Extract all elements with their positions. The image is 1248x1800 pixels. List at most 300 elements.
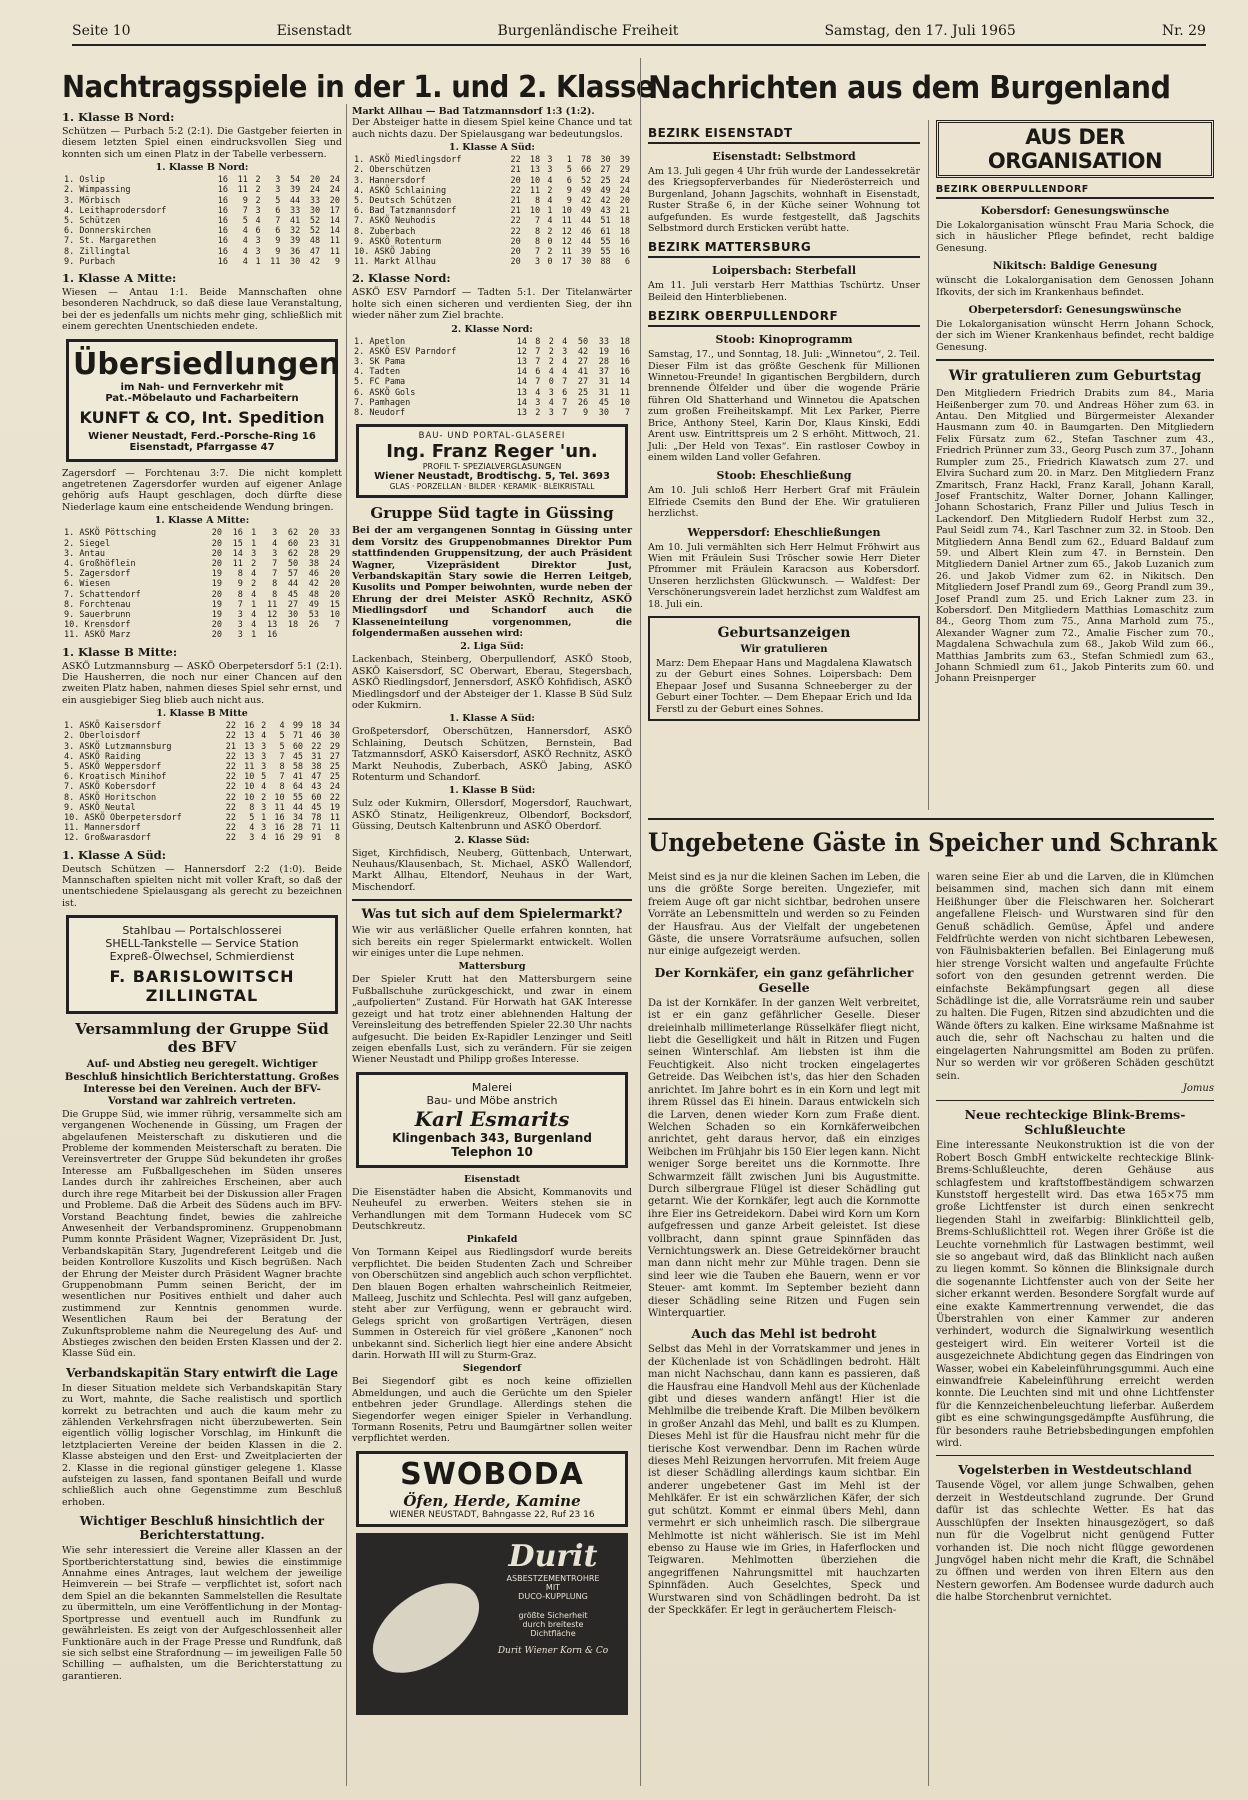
table-row — [352, 337, 632, 347]
stat-cell: 29 — [329, 741, 340, 752]
stat-cell: 24 — [329, 782, 340, 793]
team-cell: 1. ASKÖ Pöttsching — [64, 528, 157, 539]
page-header — [72, 18, 1206, 46]
news-column-right — [936, 120, 1214, 800]
stat-cell: 22 — [225, 731, 236, 742]
s2-head: Stoob: Eheschließung — [716, 469, 852, 483]
stat-cell: 20 — [211, 528, 222, 539]
stat-cell: 20 — [329, 195, 340, 206]
ad-esm-l4: Telephon 10 — [451, 1144, 533, 1159]
team-cell: 10. ASKÖ Oberpetersdorf — [64, 812, 182, 823]
a-mitte-text: Wiesen — Antau 1:1. Beide Mannschaften ohne besonderen Nachdruck, so daß diese laue Veranstaltung, bei der es jedenfalls um nichts mehr ging, schließlich mit einem gerechten Unentschieden endete. — [62, 287, 342, 333]
stat-cell: 51 — [600, 216, 611, 227]
table-row — [62, 721, 342, 731]
stat-cell: 24 — [329, 558, 340, 569]
stat-cell: 11 — [274, 802, 285, 813]
stat-cell: 29 — [292, 833, 304, 844]
team-cell: 6. Donnerskirchen — [64, 226, 151, 237]
stat-cell: 24 — [329, 185, 340, 196]
stat-cell: 8 — [237, 589, 243, 600]
stat-cell: 45 — [292, 751, 304, 762]
stat-cell: 32 — [290, 226, 301, 237]
news-column-left — [648, 120, 920, 800]
ad-durit-l2: MIT — [545, 1582, 561, 1592]
stat-cell: 6 — [566, 175, 572, 186]
stat-cell: 12 — [561, 236, 572, 247]
stat-cell: 43 — [600, 206, 611, 217]
stat-cell: 44 — [287, 579, 299, 590]
korn-title: Der Kornkäfer, ein ganz gefährlicher Geselle — [654, 964, 914, 995]
stat-cell: 14 — [516, 367, 528, 378]
stat-cell: 2 — [548, 357, 554, 368]
stat-cell: 30 — [290, 256, 301, 267]
stat-cell: 16 — [619, 346, 630, 357]
stat-cell: 55 — [600, 247, 611, 258]
table-row — [62, 762, 342, 772]
stat-cell: 14 — [516, 336, 528, 347]
a-sued-table-title: 1. Klasse A Süd: — [449, 142, 535, 154]
ad-kunft-title: Übersiedlungen — [73, 346, 341, 382]
ad-esm-l3: Klingenbach 343, Burgenland — [392, 1130, 592, 1145]
stat-cell: 3 — [249, 833, 255, 844]
ad-kunft-line2: Pat.-Möbelauto und Facharbeitern — [105, 392, 299, 404]
stat-cell: 27 — [577, 377, 589, 388]
stat-cell: 4 — [251, 569, 257, 580]
o1-text: Die Lokalorganisation wünscht Frau Maria Schock, die sich in häuslicher Pflege befindet, recht baldige Genesung. — [936, 220, 1214, 254]
stat-cell: 16 — [619, 367, 630, 378]
stat-cell: 4 — [562, 367, 568, 378]
ad-durit — [356, 1533, 628, 1715]
stat-cell: 49 — [308, 599, 320, 610]
stat-cell: 44 — [290, 195, 301, 206]
stat-cell: 2 — [547, 226, 553, 237]
team-cell: 7. St. Margarethen — [64, 236, 157, 247]
stat-cell: 4 — [548, 367, 554, 378]
table-row — [352, 206, 632, 216]
bezirk-mattersburg: BEZIRK MATTERSBURG — [648, 240, 920, 258]
ad-swoboda — [356, 1451, 628, 1527]
stat-cell: 8 — [535, 236, 541, 247]
stat-cell: 3 — [272, 528, 278, 539]
stat-cell: 4 — [279, 721, 285, 732]
stat-cell: 30 — [309, 205, 321, 216]
ad-kunft-firm: KUNFT & CO, Int. Spedition — [79, 407, 325, 427]
stat-cell: 36 — [290, 246, 301, 257]
team-cell: 4. Großhöflein — [64, 558, 136, 569]
stat-cell: 16 — [217, 256, 229, 267]
stat-cell: 21 — [510, 165, 521, 176]
table-row — [62, 793, 342, 803]
stat-cell: 7 — [562, 408, 568, 419]
stat-cell: 20 — [211, 630, 222, 641]
mehl-text: Selbst das Mehl in der Vorratskammer und jenes in der Küchenlade ist von Schädlingen bedroht. Hält man nicht Nachschau, dann kann es passieren, daß die Hausfrau eine Handvoll Mehl aus der Küchenlade gibt und dieses wandern anfängt! Hier ist die Mehlmilbe die treibende Kraft. Die Milben bevölkern in großer Anzahl das Mehl, und ballt es zu Klumpen. Dieses Mehl ist für die Hausfrau nicht mehr für die tierische Kost verwendbar. Denn im Rachen würde dieses Mehl Reizungen hervorrufen. Mit freiem Auge ist dieser Schädling allerdings kaum sichtbar. Ein anderer ungebetener Gast im Mehl ist der Mehlkäfer. Er ist ein schwärzlichen Käfer, der sich gut schützt. Kommt er einmal übers Mehl, dann vermehrt er sich unheimlich rasch. Die silbergraue Mehlmotte ist nicht wählerisch. Sie ist im Mehl ebenso zu Hause wie im Gries, in Haferflocken und Teigwaren. Mehlmotten überziehen die angegriffenen Nahrungsmittel mit hauchzarten Spinnfäden. Auch Geselchtes, Speck und Wurstwaren sind von Schädlingen bedroht. Da ist der Speckkäfer. Er legt in geräuchertem Fleisch- — [648, 1344, 920, 1616]
stat-cell: 25 — [600, 175, 611, 186]
stat-cell: 0 — [548, 377, 554, 388]
stat-cell: 12 — [266, 609, 278, 620]
stat-cell: 13 — [516, 357, 528, 368]
table-row — [62, 185, 342, 195]
table-row — [62, 590, 342, 600]
stat-cell: 46 — [308, 569, 320, 580]
table-row — [62, 257, 342, 267]
stat-cell: 1 — [251, 599, 257, 610]
stat-cell: 7 — [535, 216, 541, 227]
table-row — [352, 388, 632, 398]
ad-kunft — [66, 339, 341, 462]
eis-text: Die Eisenstädter haben die Absicht, Kommanovits und Neuheufel zu erwerben. Weiters stehen sie in Verhandlungen mit dem Tormann Hudecek vom SC Deutschkreutz. — [352, 1186, 632, 1232]
stat-cell: 46 — [581, 226, 592, 237]
stat-cell: 5 — [279, 731, 285, 742]
stat-cell: 16 — [619, 247, 630, 258]
ad-durit-l1: ASBESTZEMENTROHRE — [506, 1573, 600, 1583]
article-column-right — [936, 872, 1214, 1790]
column-rule — [640, 58, 641, 1786]
stat-cell: 27 — [600, 165, 611, 176]
ad-bar-place: ZILLINGTAL — [145, 986, 259, 1006]
e1-head: Eisenstadt: Selbstmord — [712, 150, 856, 163]
team-cell: 9. Purbach — [64, 256, 116, 267]
team-cell: 1. Apetlon — [354, 336, 406, 347]
table-row — [62, 813, 342, 823]
a-sued-table — [352, 155, 632, 267]
m1-head: Loipersbach: Sterbefall — [711, 264, 857, 278]
gebtag-text: Den Mitgliedern Friedrich Drabits zum 84., Maria Heißenberger zum 70. und Andreas Höher zum 63. in Antau. Den Mitglied und Bürgermeister Alexander Hausmann zum 40. in Baumgarten. Den Mitgliedern Felix Fürsatz zum 62., Stefan Taschner zum 43., Friedrich Prünner zum 33., Georg Pusch zum 37., Johann Rumpler zum 25., Friedrich Klawatsch zum 27. und Elvira Suchard zum 20. in Marz. Den Mitgliedern Franz Zmaritsch, Franz Hackl, Franz Karall, Johann Karall, Josef Frantschitz, Walter Dorner, Johann Kallinger, Johann Schostarich, Franz Piller und Julius Tesch in Lackendorf. Den Mitgliedern Rudolf Herbst zum 32., Paul Seidl zum 74., Karl Taschner zum 32. in Stoob. Den Mitgliedern Anna Bendl zum 62., Eduard Baldauf zum 59. und Albert Klein zum 47. in Bernstein. Den Mitgliedern Daniel Artner zum 65., Jakob Luzanich zum 26. und Jakob Vidmer zum 62. in Nikitsch. Den Mitgliedern Josef Prandl zum 69., Georg Prandl zum 39., Josef Prandl zum 25. und Erich Lakner zum 23. in Kobersdorf. Den Mitgliedern Matthias Lomaschitz zum 84., Georg Thom zum 75., Anna Marhold zum 75., Alexander Wagner zum 72., Amalie Fischer zum 70., Magdalena Schwachula zum 68., Jakob Wild zum 66., Matthias Jambrits zum 63., Stefan Schmiedl zum 63., Johann Schmiedl zum 61., Jakob Pinterits zum 60. und Johann Preisnperger — [936, 388, 1214, 685]
o1-head: Kobersdorf: Genesungswünsche — [980, 205, 1170, 217]
stat-cell: 33 — [598, 336, 610, 347]
kbs-text: Sulz oder Kukmirn, Ollersdorf, Mogersdorf, Rauchwart, ASKÖ Stinatz, Heiligenkreuz, Olbendorf, Bocksdorf, Güssing, Deutsch Kaltenbrunn und ASKÖ Oberdorf. — [352, 798, 632, 833]
team-cell: 9. ASKÖ Neutal — [64, 802, 136, 813]
stat-cell: 1 — [547, 206, 553, 217]
stat-cell: 0 — [547, 236, 553, 247]
stat-cell: 20 — [211, 558, 222, 569]
stat-cell: 6 — [275, 205, 281, 216]
markt-text: Wie wir aus verläßlicher Quelle erfahren konnten, hat sich bereits ein reger Spielermarkt entwickelt. Wollen wir einiges unter die Lupe nehmen. — [352, 925, 632, 960]
table-row — [62, 772, 342, 782]
stat-cell: 26 — [577, 397, 589, 408]
divider — [648, 818, 1214, 820]
team-cell: 8. Neudorf — [354, 408, 406, 419]
stat-cell: 38 — [308, 558, 320, 569]
stat-cell: 30 — [598, 408, 610, 419]
stat-cell: 4 — [251, 609, 257, 620]
stat-cell: 27 — [287, 599, 299, 610]
stat-cell: 5 — [279, 741, 285, 752]
ad-swoboda-firm: SWOBODA — [400, 1456, 584, 1492]
a-sued-text: Deutsch Schützen — Hannersdorf 2:2 (1:0). Beide Mannschaften spielten nicht mit voller Kraft, so daß der unentschiedene Spielausgang als gerecht zu bezeichnen ist. — [62, 863, 342, 909]
stat-cell: 0 — [547, 257, 553, 268]
o2-text: wünscht die Lokalorganisation dem Genossen Johann Ifkovits, der sich im Krankenhaus befindet. — [936, 275, 1214, 298]
stat-cell: 31 — [598, 387, 610, 398]
team-cell: 6. ASKÖ Gols — [354, 387, 416, 398]
stat-cell: 1 — [261, 812, 267, 823]
stat-cell: 2 — [251, 579, 257, 590]
stat-cell: 22 — [225, 772, 236, 783]
stat-cell: 11 — [561, 216, 572, 227]
stat-cell: 21 — [225, 741, 236, 752]
page-number: Seite 10 — [72, 23, 131, 39]
stat-cell: 62 — [287, 548, 299, 559]
stat-cell: 2 — [255, 185, 261, 196]
stat-cell: 42 — [308, 579, 320, 590]
stat-cell: 16 — [232, 528, 243, 539]
stat-cell: 42 — [581, 196, 592, 207]
stat-cell: 48 — [308, 589, 320, 600]
stat-cell: 4 — [251, 620, 257, 631]
kas-text: Großpetersdorf, Oberschützen, Hannersdorf, ASKÖ Schlaining, Deutsch Schützen, Bernstein, Bad Tatzmannsdorf, ASKÖ Kaisersdorf, ASKÖ Rechnitz, ASKÖ Markt Neuhodis, Zuberbach, ASKÖ Jabing, ASKÖ Rotenturm und Schandorf. — [352, 726, 632, 784]
table-row — [62, 610, 342, 620]
table-row — [352, 155, 632, 165]
stat-cell: 58 — [292, 761, 304, 772]
team-cell: 10. Krensdorf — [64, 620, 131, 631]
team-cell: 2. ASKÖ ESV Parndorf — [354, 346, 457, 357]
stat-cell: 2 — [251, 558, 257, 569]
stat-cell: 11 — [329, 246, 340, 257]
stat-cell: 34 — [329, 721, 340, 732]
table-row — [62, 247, 342, 257]
b-nord-head: 1. Klasse B Nord: — [62, 110, 175, 124]
stat-cell: 7 — [535, 346, 541, 357]
team-cell: 3. Hannersdorf — [354, 175, 426, 186]
stat-cell: 16 — [217, 175, 229, 186]
team-cell: 7. Schattendorf — [64, 589, 141, 600]
ad-durit-firm: Durit — [508, 1538, 598, 1574]
stat-cell: 17 — [329, 205, 340, 216]
stat-cell: 20 — [329, 579, 340, 590]
stat-cell: 19 — [211, 569, 222, 580]
stat-cell: 24 — [619, 185, 630, 196]
table-row — [352, 357, 632, 367]
stat-cell: 47 — [309, 246, 321, 257]
vogel-title: Vogelsterben in Westdeutschland — [958, 1462, 1192, 1478]
stat-cell: 4 — [547, 196, 553, 207]
stat-cell: 20 — [329, 589, 340, 600]
stat-cell: 11 — [232, 558, 243, 569]
table-row — [62, 175, 342, 185]
column-rule — [928, 872, 929, 1786]
table-row — [352, 176, 632, 186]
stat-cell: 7 — [535, 377, 541, 388]
blink-title: Neue rechteckige Blink-Brems-Schlußleuchte — [964, 1107, 1186, 1138]
m1-text: Am 11. Juli verstarb Herr Matthias Tschürtz. Unser Beileid den Hinterbliebenen. — [648, 280, 920, 303]
team-cell: 1. ASKÖ Miedlingsdorf — [354, 155, 462, 166]
divider — [936, 359, 1214, 361]
team-cell: 2. Oberschützen — [354, 165, 431, 176]
stat-cell: 20 — [308, 528, 320, 539]
stat-cell: 4 — [272, 538, 278, 549]
stat-cell: 5 — [261, 772, 267, 783]
geb-text: Marz: Dem Ehepaar Hans und Magdalena Klawatsch zu der Geburt eines Sohnes. Loipersbach: Dem Ehepaar Josef und Susanna Schneeberger zu der Geburt einer Tochter. — Dem Ehepaar Erich und Ida Ferstl zu der Geburt eines Sohnes. — [656, 657, 912, 715]
stat-cell: 3 — [548, 408, 554, 419]
team-cell: 8. ASKÖ Horitschon — [64, 792, 157, 803]
stat-cell: 30 — [581, 257, 592, 268]
table-row — [62, 528, 342, 538]
table-row — [62, 216, 342, 226]
pink-text: Von Tormann Keipel aus Riedlingsdorf wurde bereits verpflichtet. Die beiden Studenten Zach und Schreiber von Oberschützen sind angeblich auch schon verpflichtet. Den blauen Bogen erhalten wahrscheinlich Reitmeier, Malleeg, Juschitz und Schlechta. Pesl will ganz aufgeben, steht aber zur Verfügung, wenn er gebraucht wird. Gelegs spricht von großartigen Verträgen, diesen Summen in Ostereich für viel größere „Kanonen“ noch unbekannt sind. Sicherlich liegt hier eine andere Absicht darin. Horwath III will zu Sturm-Graz. — [352, 1247, 632, 1362]
bfv-lead: Auf- und Abstieg neu geregelt. Wichtiger Beschluß hinsichtlich Berichterstattung. Großes Interesse bei den Vereinen. Auch der BFV-Vorstand war zahlreich vertreten. — [64, 1059, 340, 1108]
ad-esm-l1: Malerei — [471, 1080, 513, 1094]
stat-cell: 28 — [292, 823, 304, 834]
stat-cell: 91 — [311, 833, 322, 844]
team-cell: 10. ASKÖ Jabing — [354, 247, 431, 258]
stat-cell: 44 — [581, 236, 592, 247]
stat-cell: 20 — [510, 236, 521, 247]
table-row — [62, 630, 342, 640]
zagersdorf-text: Zagersdorf — Forchtenau 3:7. Die nicht komplett angetretenen Zagersdorfer wurden auf eigener Anlage gehörig aufs Haupt geschlagen, doch dürfte diese Niederlage kaum eine entscheidende Wendung bringen. — [62, 467, 342, 513]
e1-text: Am 13. Juli gegen 4 Uhr früh wurde der Landessekretär des Kriegsopferverbandes für Niederösterreich und Burgenland, Johann Jagschits, wohnhaft in Eisenstadt, Ruster Straße 6, in der Küche seiner Wohnung tot aufgefunden. Es wurde festgestellt, daß Jagschits Selbstmord durch Ersticken verübt hatte. — [648, 166, 920, 235]
stat-cell: 4 — [535, 387, 541, 398]
stat-cell: 57 — [287, 569, 299, 580]
team-cell: 4. ASKÖ Schlaining — [354, 185, 447, 196]
stat-cell: 22 — [510, 155, 521, 166]
stat-cell: 4 — [249, 823, 255, 834]
ad-bar-line3: Expreß-Ölwechsel, Schmierdienst — [109, 950, 295, 964]
stat-cell: 24 — [619, 175, 630, 186]
stat-cell: 22 — [225, 761, 236, 772]
big-intro: Meist sind es ja nur die kleinen Sachen im Leben, die uns die größte Sorge bereiten. Ungeziefer, mit freiem Auge oft gar nicht sichtbar, bedrohen unsere Vorräte an Lebensmitteln und werden so zu Feinden der Hausfrau. Aus der Vielfalt der ungebetenen Gäste, die unsere Vorratsräume aufsuchen, sollen nur einige aufgezeigt werden. — [648, 872, 920, 958]
team-cell: 2. Oberloisdorf — [64, 731, 141, 742]
stat-cell: 3 — [548, 387, 554, 398]
stat-cell: 22 — [225, 823, 236, 834]
stat-cell: 4 — [242, 236, 248, 247]
table-row — [352, 216, 632, 226]
stat-cell: 20 — [211, 548, 222, 559]
ad-kunft-line4: Eisenstadt, Pfarrgasse 47 — [129, 441, 275, 453]
stat-cell: 53 — [308, 609, 320, 620]
stat-cell: 78 — [581, 155, 592, 166]
stat-cell: 22 — [510, 216, 521, 227]
stat-cell: 19 — [329, 802, 340, 813]
gus-lead: Bei der am vergangenen Sonntag in Güssing unter dem Vorsitz des Gruppenobmannes Direktor Pum stattfindenden Gruppensitzung, der auch Präsident Wagner, Vizepräsident Direktor Just, Verbandskapitän Stary sowie die Herren Leitgeb, Kusolits und Pomper beiwohnten, wurde neben der Ehrung der drei Meister ASKÖ Rechnitz, ASKÖ Miedlingsdorf und Schandorf auch die Klasseneinteilung vorgenommen, die folgendermaßen aussehen wird: — [352, 525, 632, 639]
stat-cell: 55 — [292, 792, 304, 803]
table-row — [62, 731, 342, 741]
team-cell: 9. Sauerbrunn — [64, 609, 131, 620]
stat-cell: 14 — [232, 548, 243, 559]
team-cell: 11. Markt Allhau — [354, 257, 436, 268]
stat-cell: 4 — [547, 216, 553, 227]
big-title-area — [648, 812, 1218, 862]
a-sued-head: 1. Klasse A Süd: — [62, 847, 166, 862]
divider — [936, 1100, 1214, 1101]
stat-cell: 4 — [242, 226, 248, 237]
team-cell: 4. Tadten — [354, 367, 401, 378]
stat-cell: 22 — [225, 802, 236, 813]
stat-cell: 9 — [237, 579, 243, 590]
stat-cell: 6 — [535, 367, 541, 378]
ad-bar-line1: Stahlbau — Portalschlosserei — [122, 924, 282, 938]
geburtsanzeigen-box — [648, 616, 920, 721]
stat-cell: 9 — [242, 195, 248, 206]
org-title: AUS DER ORGANISATION — [987, 125, 1163, 173]
stat-cell: 19 — [211, 609, 222, 620]
stat-cell: 8 — [279, 761, 285, 772]
header-date: Samstag, den 17. Juli 1965 — [824, 23, 1016, 39]
stat-cell: 33 — [329, 528, 340, 539]
divider — [936, 1455, 1214, 1456]
team-cell: 5. Zagersdorf — [64, 569, 131, 580]
article-column-left — [648, 872, 920, 1790]
stat-cell: 4 — [261, 782, 267, 793]
kbs-head: 1. Klasse B Süd: — [448, 785, 536, 797]
ad-esm-l2: Bau- und Möbe anstrich — [426, 1093, 558, 1107]
stat-cell: 42 — [309, 256, 321, 267]
stat-cell: 46 — [311, 731, 322, 742]
table-row — [352, 398, 632, 408]
a-mitte-head: 1. Klasse A Mitte: — [62, 271, 177, 286]
stat-cell: 45 — [287, 589, 299, 600]
stat-cell: 8 — [535, 336, 541, 347]
stat-cell: 9 — [566, 196, 572, 207]
s1-text: Samstag, 17., und Sonntag, 18. Juli: „Winnetou“, 2. Teil. Dieser Film ist das größte Geschenk für Millionen Winnetou-Freunde! In gigantischen Bergbildern, durch brennende Ölfelder und über die wogende Prärie führen Old Shatterhand und Winnetou die Apatschen zum großen Freiheitskampf. Mit Lex Parker, Pierre Brice, Anthony Steel, Karin Dor, Klaus Kinski, Eddi Arent usw. Eintrittspreis um 2 S erhöht. Mittwoch, 21. Juli: „Der Held von Texas“. Ein rastloser Cowboy in einem wilden Land voller Gefahren. — [648, 349, 920, 463]
a-mitte-table-title: 1. Klasse A Mitte: — [154, 515, 250, 527]
stat-cell: 99 — [292, 721, 304, 732]
stat-cell: 14 — [329, 216, 340, 227]
bfv-title: Versammlung der Gruppe Süd des BFV — [75, 1020, 329, 1057]
ad-durit-l4: größte Sicherheit — [518, 1610, 588, 1620]
b-mitte-table-title: 1. Klasse B Mitte — [156, 708, 248, 720]
s1-head: Stoob: Kinoprogramm — [715, 333, 853, 347]
matt-head: Mattersburg — [458, 961, 526, 973]
table-row — [352, 347, 632, 357]
wichtig-head: Wichtiger Beschluß hinsichtlich der Berichterstattung. — [79, 1514, 325, 1543]
stat-cell: 22 — [311, 741, 322, 752]
stat-cell: 16 — [274, 833, 285, 844]
sieg-head: Siegendorf — [462, 1363, 522, 1375]
stat-cell: 48 — [309, 236, 321, 247]
stat-cell: 6 — [624, 257, 630, 268]
table-row — [62, 803, 342, 813]
team-cell: 4. Leithaprodersdorf — [64, 205, 167, 216]
ad-durit-l5: durch breiteste — [522, 1619, 584, 1629]
stat-cell: 55 — [600, 236, 611, 247]
stat-cell: 1 — [566, 155, 572, 166]
stat-cell: 13 — [516, 387, 528, 398]
divider — [352, 899, 632, 901]
stat-cell: 12 — [516, 346, 528, 357]
stat-cell: 11 — [329, 812, 340, 823]
stat-cell: 33 — [290, 205, 301, 216]
stat-cell: 49 — [581, 185, 592, 196]
matt-text: Der Spieler Krutt hat den Mattersburgern seine Fußballschuhe zurückgeschickt, und zwar in einem „aufpolierten“ Zustand. Für Horwath hat GAK Interesse gezeigt und hat trotz einer ablehnenden Haltung der Vereinsleitung des betreffenden Spieler 22.30 Uhr nachts aufgesucht. Die beiden Ex-Rapidler Lenzinger und Seitl zeigen ebenfalls Lust, sich zu verändern. Für sie zeigen Wiener Neustadt und Philipp großes Interesse. — [352, 974, 632, 1066]
nord-table — [352, 337, 632, 419]
stat-cell: 12 — [561, 226, 572, 237]
stat-cell: 3 — [562, 346, 568, 357]
stat-cell: 19 — [598, 346, 610, 357]
stat-cell: 28 — [598, 357, 610, 368]
stat-cell: 16 — [619, 236, 630, 247]
stat-cell: 49 — [600, 185, 611, 196]
k2s-head: 2. Klasse Süd: — [454, 834, 530, 846]
team-cell: 11. Mannersdorf — [64, 823, 141, 834]
stat-cell: 42 — [577, 346, 589, 357]
mehl-title: Auch das Mehl ist bedroht — [691, 1326, 877, 1342]
liga-head: 2. Liga Süd: — [460, 641, 524, 653]
table-row — [62, 782, 342, 792]
big-continued: waren seine Eier ab und die Larven, die in Klümchen beisammen sind, machen sich dann mit einem Heißhunger über die Fleischwaren her. Solcherart angefallene Fleisch- und Wurstwaren sind für den Genuß schädlich. Gemüse, Äpfel und andere Feldfrüchte werden von nicht sichtbaren Lebewesen, von Fäulnisbakterien befallen. Bei Einlagerung muß hier strenge Vorsicht walten und angefaulte Früchte sofort von den gesunden getrennt werden. Die einfachste Bekämpfungsart gegen all diese Schädlinge ist die, alle Vorratsräume rein und sauber zu halten. Die Fugen, Ritzen sind abzudichten und die Wände öfters zu kalken. Eine wirksame Maßnahme ist auch die, sehr oft Nachschau zu halten und die eingelagerten Nahrungsmittel am Boden zu prüfen. Nur so werden wir vor größeren Schäden geschützt sein. — [936, 872, 1214, 1082]
table-row — [62, 236, 342, 246]
stat-cell: 27 — [329, 751, 340, 762]
stat-cell: 3 — [255, 236, 261, 247]
stat-cell: 8 — [535, 226, 541, 237]
stat-cell: 3 — [237, 620, 243, 631]
stat-cell: 3 — [535, 257, 541, 268]
stat-cell: 21 — [510, 196, 521, 207]
stat-cell: 3 — [535, 397, 541, 408]
stat-cell: 2 — [255, 175, 261, 186]
stat-cell: 11 — [329, 823, 340, 834]
stat-cell: 64 — [292, 782, 304, 793]
stat-cell: 45 — [311, 802, 322, 813]
stat-cell: 43 — [311, 782, 322, 793]
